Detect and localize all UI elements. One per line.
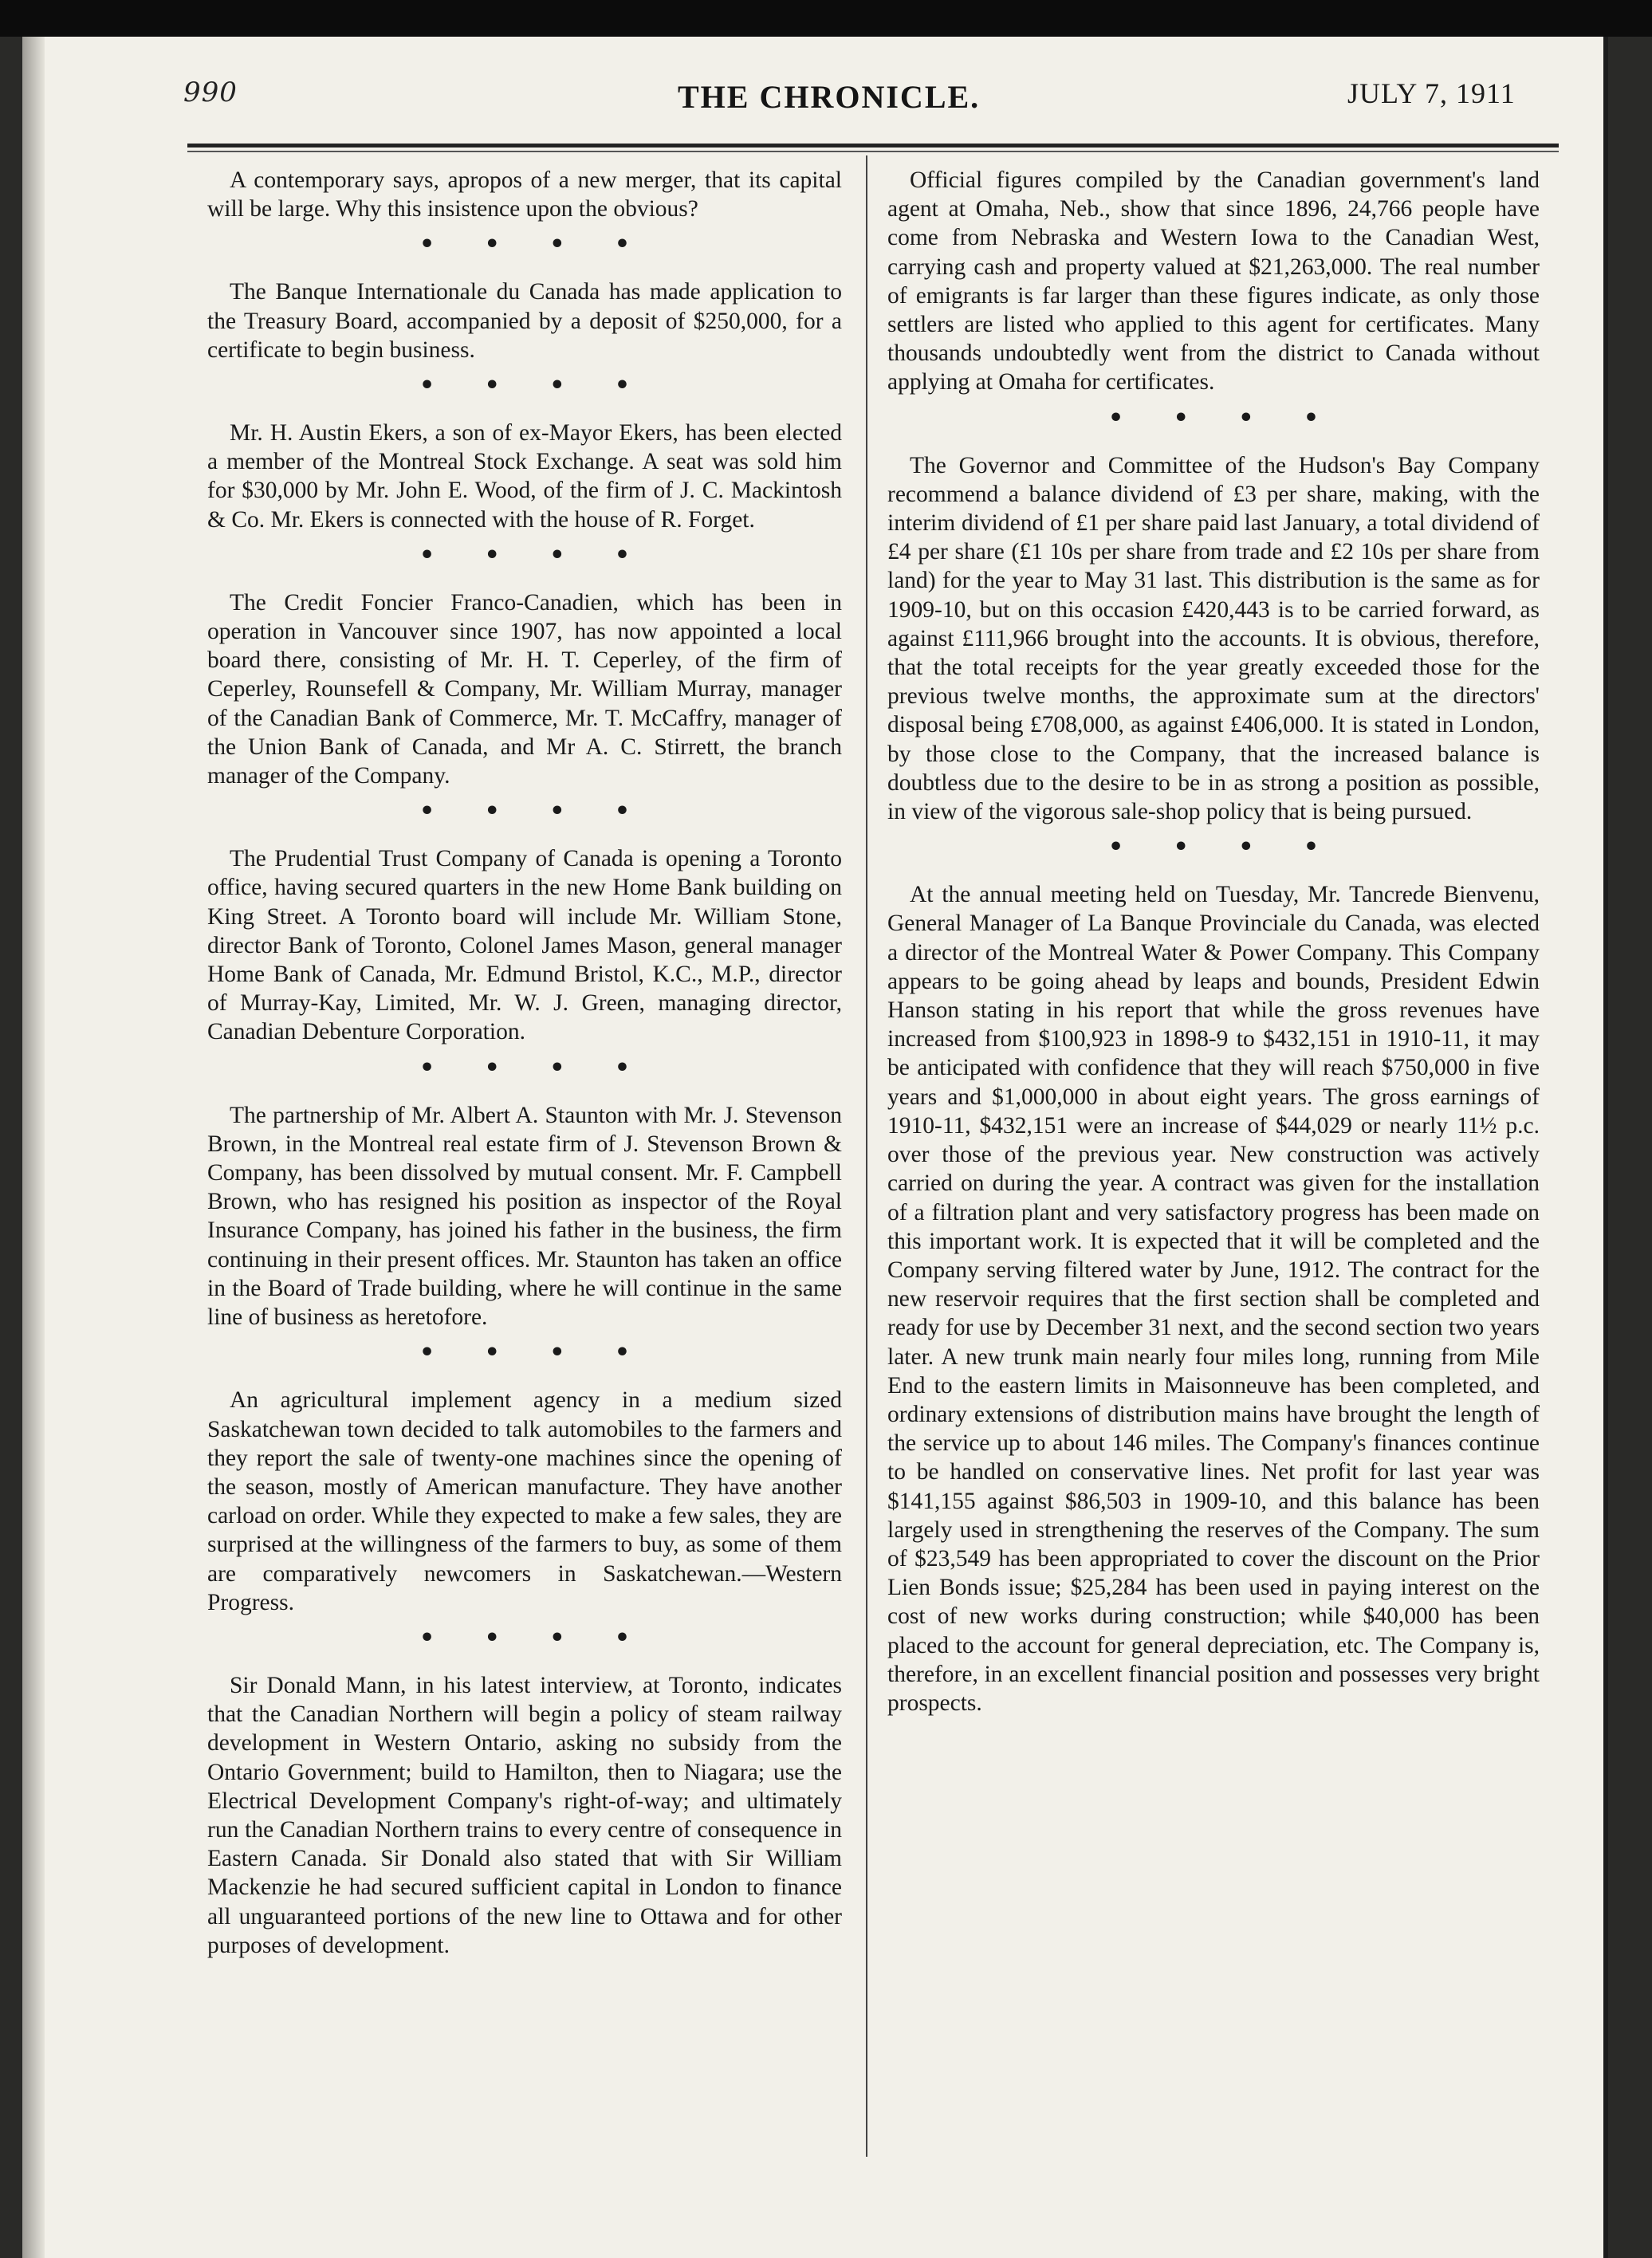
article-text: The partnership of Mr. Albert A. Staunton with Mr. J. Stevenson Brown, in the Montreal real estate firm of J. Stevenson Brown & Company, has been dissolved by mutual consent. Mr. F. Campbell Brown, who has resigned his position as inspector of the Royal Insurance Company, has joined his father in the business, the firm continuing in their present offices. Mr. Staunton has taken an office in the Board of Trade building, where he will continue in the same line of business as heretofore. <box>207 1102 842 1331</box>
article-montreal-water-power <box>887 880 1540 1717</box>
article-separator: • • • • <box>419 797 651 826</box>
article-ekers-stock-exchange <box>207 419 842 534</box>
article-separator: • • • • <box>1107 403 1340 432</box>
article-separator: • • • • <box>419 1339 651 1367</box>
article-text: At the annual meeting held on Tuesday, Mr. Tancrede Bienvenu, General Manager of La Banque Provinciale du Canada, was elected a director of the Montreal Water & Power Company. This Company appears to be going ahead by leaps and bounds, President Edwin Hanson stating in his report that while the gross revenues have increased from $100,923 in 1898-9 to $432,151 in 1910-11, it may be anticipated with confidence that they will reach $750,000 in five years and $1,000,000 in about eight years. The gross earnings of 1910-11, $432,151 were an increase of $44,029 or nearly 11½ p.c. over those of the previous year. New construction was actively carried on during the year. A contract was given for the installation of a filtration plant and very satisfactory progress has been made on this important work. It is expected that it will be completed and the Company serving filtered water by June, 1912. The contract for the new reservoir requires that the first section shall be completed and ready for use by December 31 next, and the second section two years later. A new trunk main nearly four miles long, running from Mile End to the eastern limits in Maisonneuve has been completed, and ordinary extensions of distribution mains have brought the length of the service up to about 146 miles. The Company's finances continue to be handled on conservative lines. Net profit for last year was $141,155 against $86,503 in 1909-10, and this balance has been largely used in strengthening the reserves of the Company. The sum of $23,549 has been appropriated to cover the discount on the Prior Lien Bonds issue; $25,284 has been used in paying interest on the cost of new works during construction; while $40,000 has been placed to the account for general depreciation, etc. The Company is, therefore, in an excellent financial position and possesses very bright prospects. <box>887 882 1540 1716</box>
article-text: The Governor and Committee of the Hudson's Bay Company recommend a balance dividend of £3 per share, making, with the interim dividend of £1 per share paid last January, a total dividend of £4 per share (£1 10s per share from trade and £2 10s per share from land) for the year to May 31 last. This distribution is the same as for 1909-10, but on this occasion £420,443 is to be carried forward, as against £111,966 brought into the accounts. It is obvious, therefore, that the total receipts for the year greatly exceeded those for the previous twelve months, the approximate sum at the directors' disposal being £708,000, as against £406,000. It is stated in London, by those close to the Company, that the increased balance is doubtless due to the desire to be in as strong a position as possible, in view of the vigorous sale-shop policy that is being pursued. <box>887 452 1540 825</box>
article-staunton-partnership <box>207 1101 842 1332</box>
article-text: Official figures compiled by the Canadian government's land agent at Omaha, Neb., show that since 1896, 24,766 people have come from Nebraska and Western Iowa to the Canadian West, carrying cash and property valued at $21,263,000. The real number of emigrants is far larger than these figures indicate, as only those settlers are listed who applied to this agent for certificates. Many thousands undoubtedly went from the district to Canada without applying at Omaha for certificates. <box>887 167 1540 395</box>
article-banque-internationale <box>207 277 842 364</box>
left-column <box>207 166 842 1960</box>
article-text: The Credit Foncier Franco-Canadien, which has been in operation in Vancouver since 1907, has now appointed a local board there, consisting of Mr. H. T. Ceperley, of the firm of Ceperley, Rounsefell & Company, Mr. William Murray, manager of the Canadian Bank of Commerce, Mr. T. McCaffry, manager of the Union Bank of Canada, and Mr A. C. Stirrett, the branch manager of the Company. <box>207 589 842 789</box>
article-prudential-trust <box>207 844 842 1046</box>
article-separator: • • • • <box>419 541 651 569</box>
article-saskatchewan-automobiles <box>207 1386 842 1617</box>
article-separator: • • • • <box>1107 833 1340 862</box>
page-number: 990 <box>183 77 238 108</box>
article-contemporary-merger <box>207 166 842 223</box>
page-binding-edge <box>22 37 45 2258</box>
article-donald-mann <box>207 1671 842 1960</box>
right-column <box>887 166 1540 1717</box>
article-separator: • • • • <box>419 372 651 400</box>
article-text: Sir Donald Mann, in his latest interview, at Toronto, indicates that the Canadian Northern will begin a policy of steam railway development in Western Ontario, asking no subsidy from the Ontario Government; build to Hamilton, then to Niagara; use the Electrical Development Company's right-of-way; and ultimately run the Canadian Northern trains to every centre of consequence in Eastern Canada. Sir Donald also stated that with Sir William Mackenzie he had secured sufficient capital in London to finance all unguaranteed portions of the new line to Ottawa and for other purposes of development. <box>207 1672 842 1958</box>
article-text: The Prudential Trust Company of Canada is opening a Toronto office, having secured quarters in the new Home Bank building on King Street. A Toronto board will include Mr. William Stone, director Bank of Toronto, Colonel James Mason, general manager Home Bank of Canada, Mr. Edmund Bristol, K.C., M.P., director of Murray-Kay, Limited, Mr. W. J. Green, managing director, Canadian Debenture Corporation. <box>207 846 842 1045</box>
header-rule-thick <box>187 144 1559 148</box>
article-hudsons-bay-dividend <box>887 451 1540 827</box>
column-divider <box>866 155 867 2157</box>
issue-date: JULY 7, 1911 <box>1347 77 1516 109</box>
header-rule-thin <box>187 151 1559 152</box>
article-omaha-emigrants <box>887 166 1540 397</box>
page-right-border <box>1603 37 1608 2258</box>
article-text: The Banque Internationale du Canada has made application to the Treasury Board, accompanied by a deposit of $250,000, for a certificate to begin business. <box>207 279 842 363</box>
scan-top-border <box>0 0 1652 37</box>
article-text: Mr. H. Austin Ekers, a son of ex-Mayor Ekers, has been elected a member of the Montreal Stock Exchange. A seat was sold him for $30,000 by Mr. John E. Wood, of the firm of J. C. Mackintosh & Co. Mr. Ekers is connected with the house of R. Forget. <box>207 420 842 533</box>
article-separator: • • • • <box>419 1053 651 1082</box>
article-separator: • • • • <box>419 230 651 259</box>
article-credit-foncier <box>207 588 842 790</box>
article-text: An agricultural implement agency in a medium sized Saskatchewan town decided to talk automobiles to the farmers and they report the sale of twenty-one machines since the opening of the season, mostly of American manufacture. They have another carload on order. While they expected to make a few sales, they are surprised at the willingness of the farmers to buy, as some of them are comparatively newcomers in Saskatchewan.—Western Progress. <box>207 1387 842 1615</box>
article-text: A contemporary says, apropos of a new merger, that its capital will be large. Why this insistence upon the obvious? <box>207 167 842 222</box>
masthead-title: THE CHRONICLE. <box>678 79 981 115</box>
article-separator: • • • • <box>419 1623 651 1652</box>
